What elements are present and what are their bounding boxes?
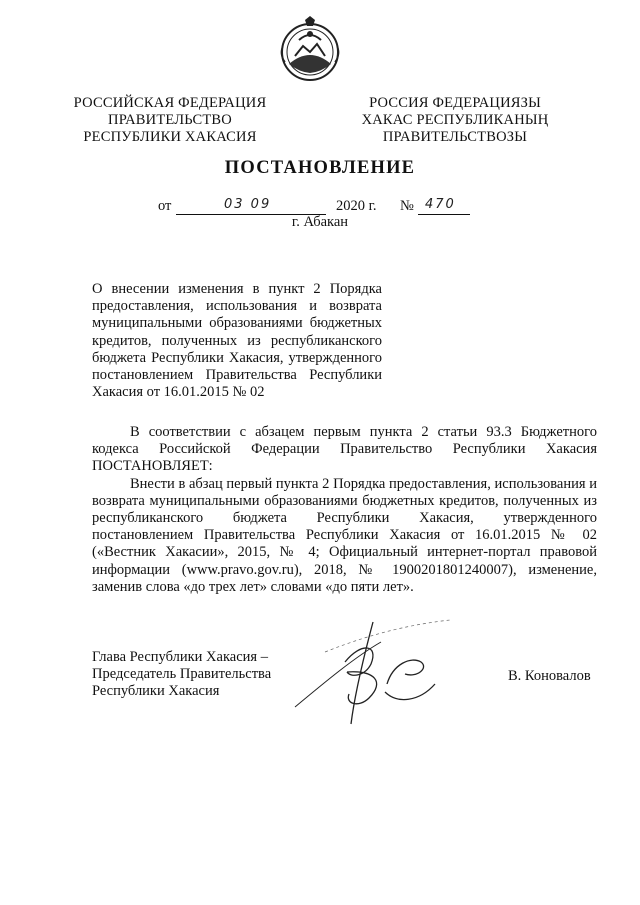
subject-line: постановлением Правительства Республики bbox=[92, 367, 382, 384]
coat-of-arms-emblem bbox=[275, 16, 345, 84]
subject-line: предоставления, использования и возврата bbox=[92, 298, 382, 315]
date-value: 03 09 bbox=[224, 197, 272, 212]
subject-block bbox=[92, 281, 382, 401]
signatory-position-line: Председатель Правительства bbox=[92, 666, 272, 682]
signatory-position-line: Глава Республики Хакасия – bbox=[92, 649, 268, 665]
header-right bbox=[345, 95, 565, 146]
subject-line: бюджета Республики Хакасия, утвержденного bbox=[92, 349, 382, 366]
handwritten-signature bbox=[285, 612, 485, 732]
header-right-line: ПРАВИТЕЛЬСТВОЗЫ bbox=[382, 129, 528, 145]
subject-line: кредитов, полученных из республиканского bbox=[92, 332, 382, 349]
signatory-position-line: Республики Хакасия bbox=[92, 683, 220, 699]
city-line: г. Абакан bbox=[291, 214, 349, 230]
header-left bbox=[70, 95, 270, 146]
signatory-name: В. Коновалов bbox=[508, 668, 591, 684]
subject-line: О внесении изменения в пункт 2 Порядка bbox=[92, 281, 382, 297]
number-value: 470 bbox=[425, 197, 456, 212]
subject-line: муниципальными образованиями бюджетных bbox=[92, 315, 382, 332]
date-from-label: от bbox=[158, 198, 172, 214]
header-right-line: ХАКАС РЕСПУБЛИКАНЫҢ bbox=[361, 112, 549, 128]
subject-line: Хакасия от 16.01.2015 № 02 bbox=[92, 384, 265, 401]
header-left-line: РОССИЙСКАЯ ФЕДЕРАЦИЯ bbox=[73, 95, 267, 111]
body-paragraph: Внести в абзац первый пункта 2 Порядка предоставления, использования и возврата муниципальными образованиями бюджетных кредитов, полученных из республиканского бюджета Республики Хакасия, утвержденного постановлением Правительства Республики Хакасия от 16.01.2015 № 02 («Вестник Хакасии», 2015, № 4; Официальный интернет-портал правовой информации (www.pravo.gov.ru), 2018, № 1900201801240007), изменение, заменив слова «до трех лет» словами «до пяти лет». bbox=[92, 475, 597, 595]
number-label: № bbox=[400, 198, 414, 214]
body-paragraph: В соответствии с абзацем первым пункта 2 статьи 93.3 Бюджетного кодекса Российской Федерации Правительство Республики Хакасия ПОСТАНОВЛЯЕТ: bbox=[92, 424, 597, 475]
document-title: ПОСТАНОВЛЕНИЕ bbox=[224, 158, 416, 178]
header-left-line: РЕСПУБЛИКИ ХАКАСИЯ bbox=[83, 129, 257, 145]
date-year: 2020 г. bbox=[336, 198, 377, 214]
signatory-position bbox=[92, 649, 312, 700]
document-body bbox=[92, 424, 597, 596]
header-left-line: ПРАВИТЕЛЬСТВО bbox=[108, 112, 232, 128]
header-right-line: РОССИЯ ФЕДЕРАЦИЯЗЫ bbox=[369, 95, 541, 111]
